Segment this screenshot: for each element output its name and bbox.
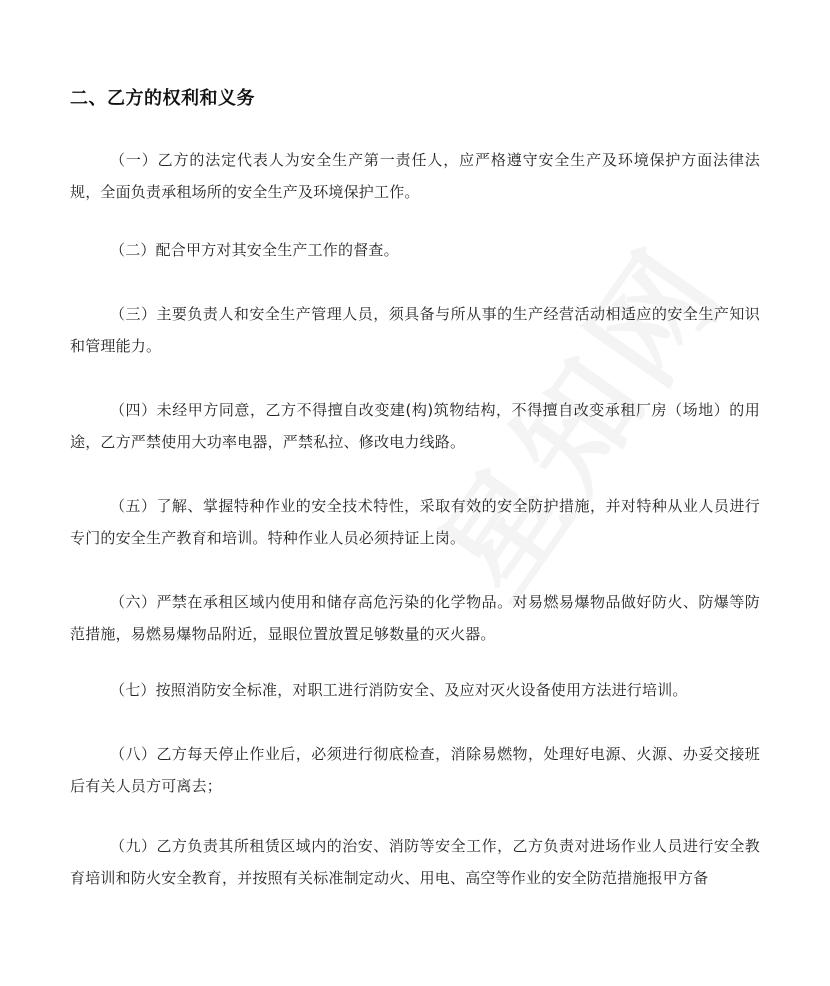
paragraph-2: （二）配合甲方对其安全生产工作的督查。	[110, 241, 399, 259]
paragraph-8: （八）乙方每天停止作业后，必须进行彻底检查，消除易燃物，处理好电源、火源、办妥交接班后有关人员方可离去；	[70, 745, 760, 795]
section-heading: 二、乙方的权利和义务	[70, 88, 255, 109]
paragraph-4: （四）未经甲方同意，乙方不得擅自改变建(构)筑物结构，不得擅自改变承租厂房（场地）的用途，乙方严禁使用大功率电器，严禁私拉、修改电力线路。	[70, 401, 760, 451]
paragraph-3: （三）主要负责人和安全生产管理人员，须具备与所从事的生产经营活动相适应的安全生产知识和管理能力。	[70, 305, 760, 355]
paragraph-6: （六）严禁在承租区域内使用和储存高危污染的化学物品。对易燃易爆物品做好防火、防爆等防范措施，易燃易爆物品附近，显眼位置放置足够数量的灭火器。	[70, 593, 760, 643]
paragraph-7: （七）按照消防安全标准，对职工进行消防安全、及应对灭火设备使用方法进行培训。	[110, 681, 688, 699]
paragraph-1: （一）乙方的法定代表人为安全生产第一责任人，应严格遵守安全生产及环境保护方面法律法规，全面负责承租场所的安全生产及环境保护工作。	[70, 151, 760, 201]
paragraph-5: （五）了解、掌握特种作业的安全技术特性，采取有效的安全防护措施，并对特种从业人员进行专门的安全生产教育和培训。特种作业人员必须持证上岗。	[70, 497, 760, 547]
paragraph-9: （九）乙方负责其所租赁区域内的治安、消防等安全工作，乙方负责对进场作业人员进行安全教育培训和防火安全教育，并按照有关标准制定动火、用电、高空等作业的安全防范措施报甲方备	[70, 837, 760, 887]
